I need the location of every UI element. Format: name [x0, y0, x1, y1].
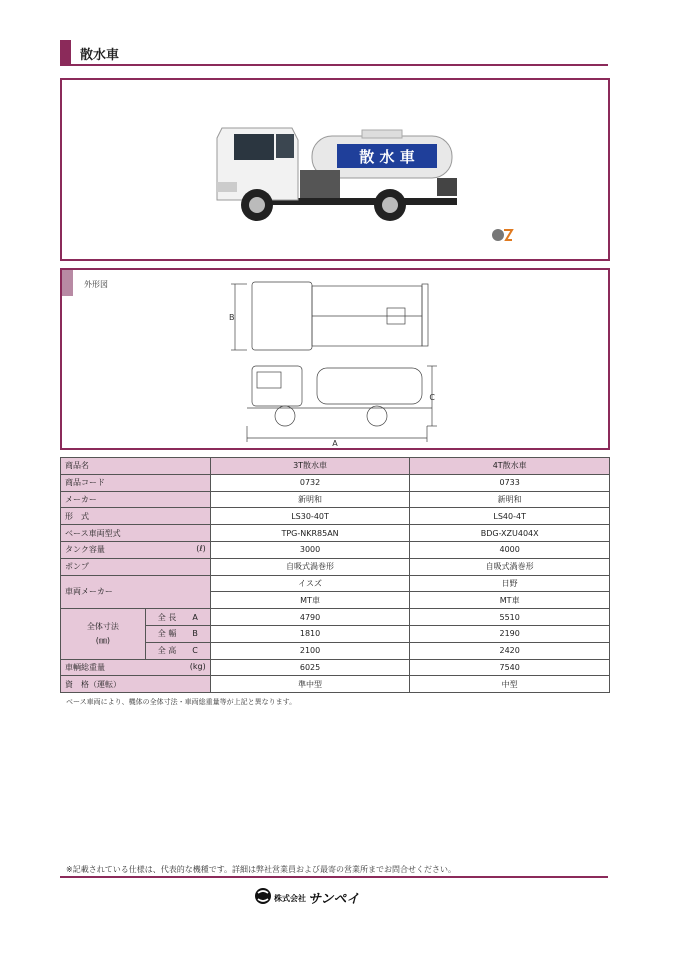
row-label: 全 長 A [145, 609, 210, 626]
dimension-label-b: B [229, 313, 235, 322]
table-row [61, 575, 610, 592]
table-row [61, 491, 610, 508]
cell-value: 2100 [210, 642, 410, 659]
diagram-label: 外形図 [84, 280, 108, 289]
row-label: ポンプ [61, 558, 211, 575]
cell-value: 中型 [410, 676, 610, 693]
product-name-3t: 3T散水車 [210, 458, 410, 475]
table-row [61, 458, 610, 475]
unit-label: (kg) [189, 661, 206, 671]
diagram-accent-mark [62, 270, 73, 296]
table-note: ベース車両により、機体の全体寸法・車両総重量等が上記と異なります。 [66, 698, 297, 706]
company-logo [254, 886, 364, 908]
cell-value: MT車 [410, 592, 610, 609]
product-code-4t: 0733 [410, 474, 610, 491]
row-label: メーカー [61, 491, 211, 508]
row-label-text: 車輌総重量 [65, 662, 105, 672]
footer-divider [60, 876, 608, 878]
row-label: 全 幅 B [145, 625, 210, 642]
dimension-label-a: A [332, 439, 338, 446]
outline-drawing [227, 276, 437, 446]
table-row [61, 541, 610, 558]
sanpei-logo-icon [254, 887, 272, 905]
table-row [61, 525, 610, 542]
product-name-4t: 4T散水車 [410, 458, 610, 475]
cell-value: 2190 [410, 625, 610, 642]
cell-value: 3000 [210, 541, 410, 558]
row-label-text: タンク容量 [65, 545, 105, 555]
dimensions-label-line1: 全体寸法 [86, 621, 119, 631]
cell-value: イスズ [210, 575, 410, 592]
product-photo-frame [60, 78, 610, 261]
cell-value: LS40-4T [410, 508, 610, 525]
row-label: 商品コード [61, 474, 211, 491]
spec-table [60, 457, 610, 693]
cell-value: TPG-NKR85AN [210, 525, 410, 542]
tank-lettering: 散 水 車 [359, 148, 415, 166]
dimensions-label-line2: (㎜) [95, 635, 111, 645]
water-truck-photo [212, 120, 462, 225]
unit-label: (ℓ) [196, 544, 206, 554]
row-label: 資 格（運転） [61, 676, 211, 693]
cell-value: 1810 [210, 625, 410, 642]
row-label: ベース車両型式 [61, 525, 211, 542]
row-label [61, 659, 211, 676]
company-prefix: 株式会社 [274, 894, 306, 903]
footer-note: ※記載されている仕様は、代表的な機種です。詳細は弊社営業員および最寄の営業所までお問合せください。 [66, 865, 457, 874]
company-name: サンペイ [308, 892, 360, 907]
section-title-bar [60, 40, 608, 66]
outline-diagram-frame [60, 268, 610, 450]
title-accent-mark [60, 40, 71, 64]
cell-value: LS30-40T [210, 508, 410, 525]
page-title: 散水車 [80, 48, 120, 63]
cell-value: BDG-XZU404X [410, 525, 610, 542]
cell-value: 2420 [410, 642, 610, 659]
row-label [61, 541, 211, 558]
table-row [61, 508, 610, 525]
cell-value: 7540 [410, 659, 610, 676]
cell-value: MT車 [210, 592, 410, 609]
cell-value: 準中型 [210, 676, 410, 693]
sanpei-mark-icon [492, 228, 514, 242]
table-row [61, 609, 610, 626]
dimensions-label [61, 609, 146, 659]
table-row [61, 676, 610, 693]
cell-value: 新明和 [210, 491, 410, 508]
table-row [61, 659, 610, 676]
cell-value: 6025 [210, 659, 410, 676]
row-label: 全 高 C [145, 642, 210, 659]
cell-value: 日野 [410, 575, 610, 592]
row-label: 車両メーカー [61, 575, 211, 609]
product-code-3t: 0732 [210, 474, 410, 491]
table-row [61, 558, 610, 575]
cell-value: 4000 [410, 541, 610, 558]
cell-value: 5510 [410, 609, 610, 626]
cell-value: 自吸式渦巻形 [410, 558, 610, 575]
cell-value: 新明和 [410, 491, 610, 508]
cell-value: 4790 [210, 609, 410, 626]
cell-value: 自吸式渦巻形 [210, 558, 410, 575]
dimension-label-c: C [429, 393, 435, 402]
row-label: 形 式 [61, 508, 211, 525]
table-row [61, 474, 610, 491]
row-label: 商品名 [61, 458, 211, 475]
